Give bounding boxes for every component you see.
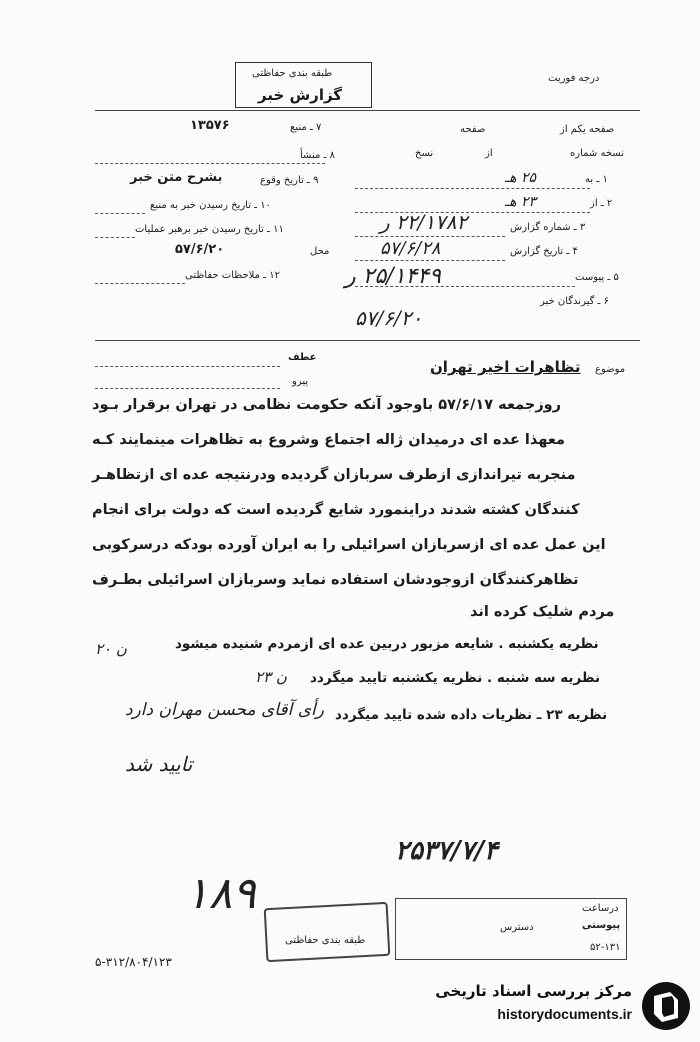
opinion-line: نظریه یکشنبه . شایعه مزبور دربین عده ای ازمردم شنیده میشود [175,636,599,652]
body-line: منجربه تیراندازی ازطرف سربازان گردیده ودرنتیجه عده ای ازتظاهـر [92,467,576,483]
right-field-label: ۲ ـ از [590,198,613,209]
left-field-label: محل [310,246,330,257]
right-dotted-line [355,236,505,237]
left-field-label: ۸ ـ منشأ [300,150,336,161]
peyro-label: پیرو [292,376,309,387]
big-archive-number: ۱۸۹ [185,868,256,919]
right-field-label: ۱ ـ به [585,174,608,185]
stamp-number: ۲۵۳۷/۷/۴ [395,836,498,866]
left-field-label: ۷ ـ منبع [290,122,322,133]
fields-bottom-rule [95,340,640,341]
bottom-form-line: دسترس [500,922,534,933]
left-field-value: ۵۷/۶/۲۰ [175,242,225,257]
opinion-line: نظریه ۲۳ ـ نظریات داده شده تایید میگردد [335,707,608,723]
right-field-value: ۵۷/۶/۲۰ [355,306,423,330]
body-line: تظاهرکنندگان ازوجودشان استفاده نماید وسربازان اسرائیلی بطـرف [92,572,579,588]
body-line: مردم شلیک کرده اند [470,604,615,620]
left-dotted-line [95,213,145,214]
archive-logo-icon [640,980,692,1032]
atf-line [95,366,280,367]
atf-label: عطف [288,352,317,363]
body-line: معهذا عده ای درمیدان ژاله اجتماع وشروع به تظاهرات مینمایند کـه [92,432,566,448]
right-field-label: صفحه یکم از [560,124,615,135]
left-field-label: ۹ ـ تاریخ وقوع [260,175,319,186]
right-field-label: ۵ ـ پیوست [575,272,619,283]
right-field-value: ۲۵ هـ [505,170,536,186]
report-title: گزارش خبر [258,86,343,104]
peyro-line [95,388,280,389]
right-field-value: صفحه [460,124,486,135]
right-dotted-line [355,212,590,213]
left-dotted-line [95,163,325,164]
right-dotted-line [355,188,590,189]
right-field-value: ۲۲/۱۷۸۲ ر [380,210,468,234]
classification-stamp [264,902,391,962]
left-field-value: ۱۳۵۷۶ [190,118,230,133]
right-field-label: ۳ ـ شماره گزارش [510,222,586,233]
bottom-form-line: پیوستی [582,920,621,931]
opinion-hand-note: رأی آقای محسن مهران دارد [125,700,324,720]
right-field-value: از [485,148,493,159]
body-line: این عمل عده ای ازسربازان اسرائیلی را به ایران آورده بودکه درسرکوبی [92,537,606,553]
right-field-label: ۶ ـ گیرندگان خبر [540,296,610,307]
right-field-label: نسخه شماره [570,148,624,159]
left-field-label: ۱۰ ـ تاریخ رسیدن خبر به منبع [150,200,272,211]
right-dotted-line [355,286,575,287]
bottom-form-line: درساعت [582,903,619,914]
right-field-extra: نسخ [415,148,434,159]
footer-site: historydocuments.ir [497,1006,632,1022]
classification-label: طبقه بندی حفاظتی [252,68,333,79]
form-code: ۵۲-۱۳۱ [590,942,621,953]
left-field-label: ۱۱ ـ تاریخ رسیدن خبر برهبر عملیات [135,224,284,235]
left-field-label: ۱۲ ـ ملاحظات حفاظتی [185,270,280,281]
footer-watermark [400,974,700,1034]
footer-org-name: مرکز بررسی اسناد تاریخی [435,982,632,1000]
right-field-label: ۴ ـ تاریخ گزارش [510,246,578,257]
stamp-classification-label: طبقه بندی حفاظتی [285,935,366,946]
archive-number: ۵-۳۱۲/۸۰۴/۱۲۳ [95,955,172,969]
right-dotted-line [355,260,505,261]
left-field-value: بشرح متن خبر [130,170,223,185]
right-field-value: ۵۷/۶/۲۸ [380,238,441,259]
body-line: روزجمعه ۵۷/۶/۱۷ باوجود آنکه حکومت نظامی در تهران برقرار بـود [92,397,562,413]
header-rule [95,110,640,111]
subject-value: تظاهرات اخیر تهران [430,358,581,376]
opinion-hand-note: ن ۲۰ [95,640,127,658]
priority-label: درجه فوریت [548,73,600,84]
opinion-line: نظریه سه شنبه . نظریه یکشنبه تایید میگردد [310,670,601,686]
opinion-hand-note: ن ۲۳ [255,668,287,686]
right-field-value: ۲۵/۱۴۴۹ ر [345,264,441,289]
handwritten-approval: تایید شد [125,752,193,776]
subject-label: موضوع [595,364,626,375]
right-field-value: ۲۳ هـ [505,194,536,210]
left-dotted-line [95,283,185,284]
body-line: کنندگان کشته شدند دراینمورد شایع گردیده است که دولت برای انجام [92,502,580,518]
left-dotted-line [95,237,135,238]
